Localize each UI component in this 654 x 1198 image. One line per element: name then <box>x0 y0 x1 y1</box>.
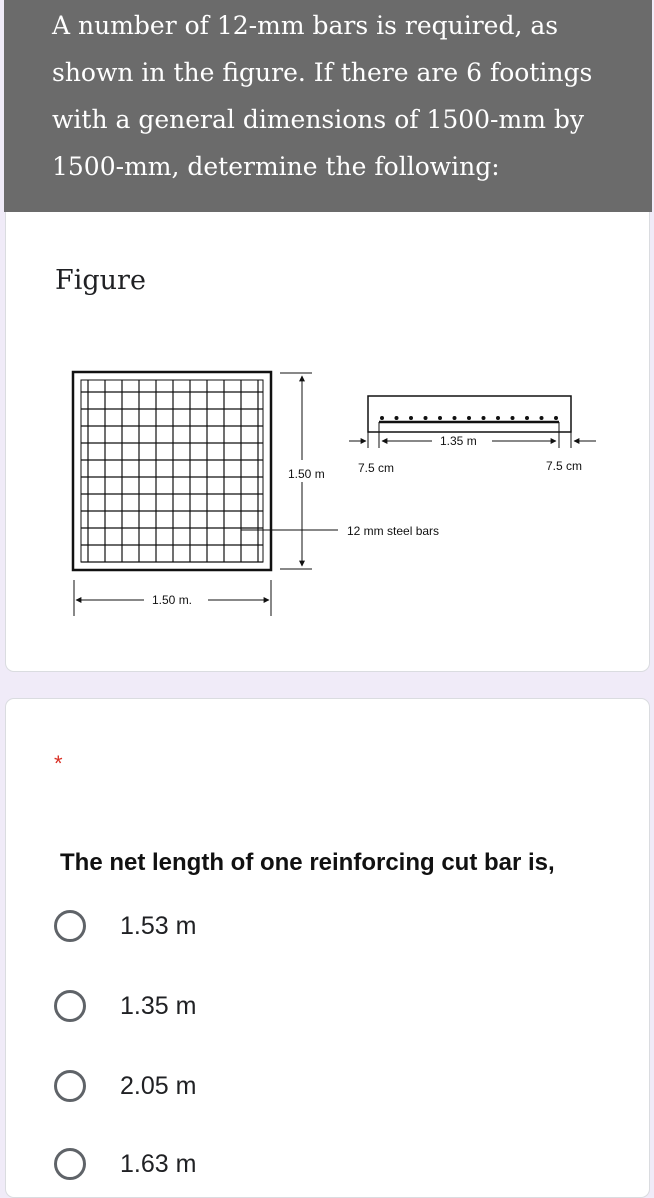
question-text: The net length of one reinforcing cut bar is, <box>60 849 555 876</box>
bar-length-label: 1.35 m <box>440 434 477 448</box>
option-2[interactable] <box>54 990 196 1022</box>
rebar-section-dot <box>525 416 529 420</box>
rebar-section-dot <box>482 416 486 420</box>
figure-card <box>5 212 650 672</box>
height-label: 1.50 m <box>288 467 325 481</box>
rebar-section-dot <box>554 416 558 420</box>
figure-title: Figure <box>55 265 146 296</box>
option-4[interactable] <box>54 1148 196 1180</box>
header-text: A number of 12-mm bars is required, as shown in the figure. If there are 6 footings with a general dimensions of 1500-mm by 1500-mm, determine the following: <box>52 11 593 181</box>
option-3[interactable] <box>54 1070 196 1102</box>
steel-label: 12 mm steel bars <box>347 524 440 538</box>
option-4-label: 1.63 m <box>120 1149 197 1178</box>
question-header <box>4 0 652 212</box>
footing-diagram <box>56 360 606 622</box>
radio-4[interactable] <box>54 1148 86 1180</box>
width-dimension <box>74 580 271 616</box>
width-label: 1.50 m. <box>152 593 193 607</box>
section-view <box>349 396 596 475</box>
option-1-label: 1.53 m <box>120 911 197 940</box>
radio-1[interactable] <box>54 910 86 942</box>
option-2-label: 1.35 m <box>120 991 197 1020</box>
cover-left-label: 7.5 cm <box>358 461 395 475</box>
height-dimension <box>280 373 325 569</box>
rebar-section-dot <box>453 416 457 420</box>
question-card <box>5 698 650 1198</box>
rebar-section-dot <box>395 416 399 420</box>
footing-figure <box>56 360 606 622</box>
rebar-section-dot <box>496 416 500 420</box>
cover-right-label: 7.5 cm <box>546 459 583 473</box>
rebar-section-dot <box>467 416 471 420</box>
rebar-section-dot <box>380 416 384 420</box>
radio-2[interactable] <box>54 990 86 1022</box>
option-3-label: 2.05 m <box>120 1071 197 1100</box>
rebar-section-dot <box>511 416 515 420</box>
rebar-section-dot <box>540 416 544 420</box>
rebar-section-dot <box>424 416 428 420</box>
required-asterisk: * <box>54 751 63 776</box>
option-1[interactable] <box>54 910 196 942</box>
rebar-section-dot <box>409 416 413 420</box>
radio-3[interactable] <box>54 1070 86 1102</box>
rebar-section-dot <box>438 416 442 420</box>
plan-view <box>73 372 271 570</box>
